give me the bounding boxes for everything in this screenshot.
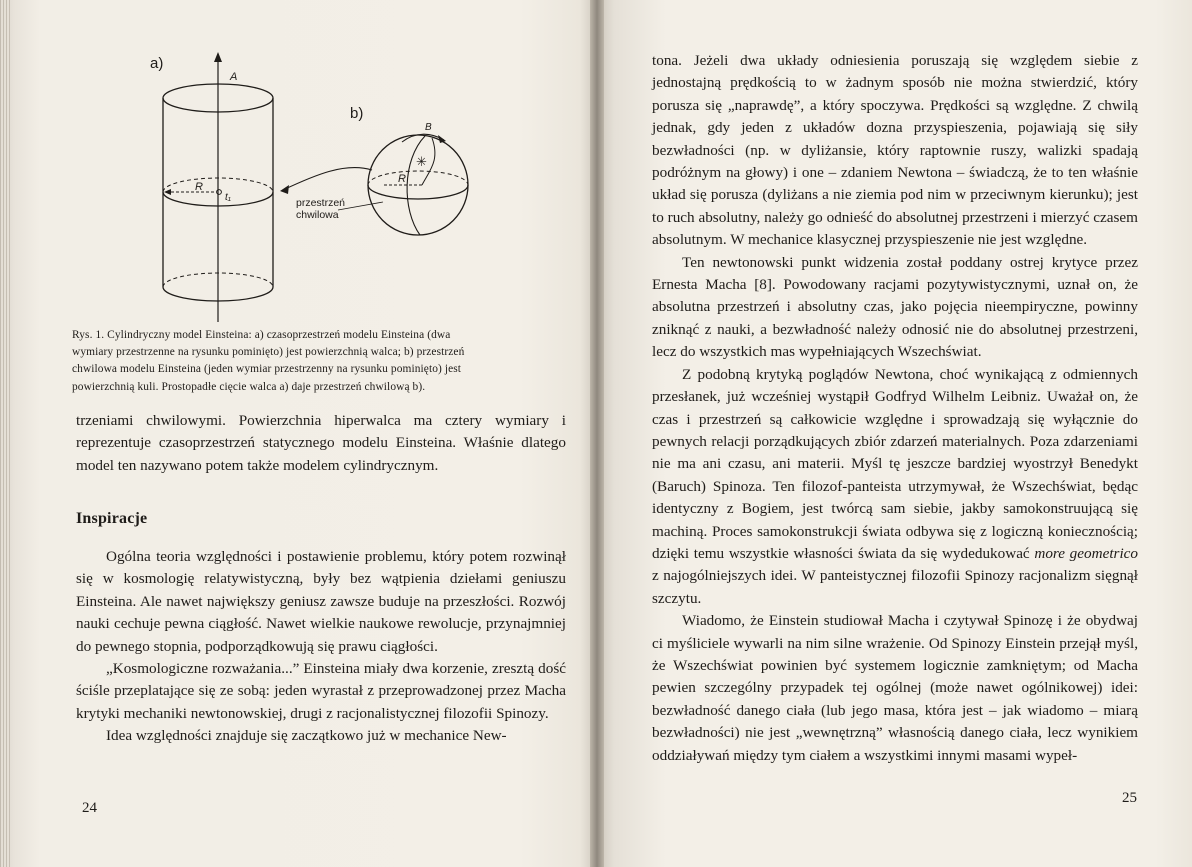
- label-b: b): [350, 105, 364, 122]
- radius-label-cylinder: R: [195, 181, 203, 193]
- radius-label-sphere: R: [398, 173, 406, 185]
- paragraph: Ten newtonowski punkt widzenia został poddany ostrej krytyce przez Ernesta Macha [8]. Powodowany racjami pozytywistycznymi, uznał on, że absolutna przestrzeń i absolutny czas, jako pojęcia nieempiryczne, powinny zniknąć z nauki, a bezwładność należy odnosić nie do absolutnej przestrzeni, lecz do wszystkich mas wypełniających Wszechświat.: [652, 253, 1138, 361]
- paragraph: tona. Jeżeli dwa układy odniesienia poruszają się względem siebie z jednostajną prędkością to w żadnym sposób nie można stwierdzić, który porusza się „naprawdę”, a który spoczywa. Prędkości są względne. Z chwilą jednak, gdy jeden z układów dozna przyspieszenia, pojawiają się siły bezwładności (np. w dyliżansie, który raptownie ruszy, walizki spadają podróżnym na głowy) i one – zdaniem Newtona – świadczą, że to ten właśnie układ się porusza (dyliżans a nie ziemia pod nim w przeciwnym kierunku); jest to ruch absolutny, należy go odnieść do absolutnej przestrzeni i mierzyć czasem absolutnym. W mechanice klasycznej przyspieszenie nie jest względne.: [652, 52, 1138, 249]
- book-gutter: [590, 0, 604, 867]
- connector-arrow: [283, 168, 372, 190]
- paragraph: Wiadomo, że Einstein studiował Macha i czytywał Spinozę i że obydwaj ci myśliciele wywarli na nim silne wrażenie. Od Spinozy Einstein przejął myśl, że Wszechświat powinien być systemem logicznie zamkniętym; od Macha pewien szczególny przypadek tej ogólnej (może nawet ogólnikowej) idei: bezwładność danego ciała (lub jego masa, która jest – jak wiadomo – miarą bezwładności) nie jest „wewnętrzną” własnością danego ciała, lecz wynikiem oddziaływań między tym ciałem a wszystkimi innymi masami wypeł-: [652, 612, 1138, 764]
- continued-paragraph-block: [76, 410, 566, 477]
- paragraph-continued: trzeniami chwilowymi. Powierzchnia hiperwalca ma cztery wymiary i reprezentuje czasoprzestrzeń statycznego modelu Einsteina. Właśnie dlatego model ten nazywano potem także modelem cylindrycznym.: [76, 412, 566, 474]
- figure-caption: [72, 327, 566, 396]
- center-point: [217, 190, 222, 195]
- latin-phrase: more geometrico: [1034, 544, 1138, 562]
- paragraph: Idea względności znajduje się zaczątkowo już w mechanice New-: [106, 727, 507, 745]
- sphere-outline: [368, 135, 468, 235]
- label-a: a): [150, 55, 164, 72]
- page-number-right: 25: [1122, 790, 1137, 806]
- point-label: B: [425, 122, 432, 133]
- caption-line: powierzchnią kuli. Prostopadłe cięcie walca a) daje przestrzeń chwilową b).: [72, 380, 426, 393]
- figure-diagram: [140, 50, 540, 330]
- paragraph-text: Z podobną krytyką poglądów Newtona, choć wynikającą z odmiennych przesłanek, już wcześniej wystąpił Godfryd Wilhelm Leibniz. Uważał on, że czas i przestrzeń są całkowicie względne i sprowadzają się wyłącznie do pewnych relacji porządkujących zbiór zdarzeń materialnych. Poza zdarzeniami nie ma ani czasu, ani materii. Myśl tę jeszcze bardziej wyostrzył Benedykt (Baruch) Spinoza. Ten filozof-panteista utrzymywał, że Wszechświat, będąc identyczny z Bogiem, jest twórcą sam siebie, jakby samokonstruującą się machiną. Proces samokonstrukcji świata odbywa się z logiczną koniecznością; dzięki temu wszystkie własności świata da się wydedukować: [652, 365, 1138, 562]
- axis-label: A: [230, 71, 238, 83]
- axis-arrow: [214, 52, 222, 62]
- caption-line: Rys. 1. Cylindryczny model Einsteina: a) czasoprzestrzeń modelu Einsteina (dwa: [72, 329, 451, 341]
- sphere-equator-back: [368, 171, 468, 185]
- sphere-equator-front: [368, 185, 468, 199]
- right-page-body: [652, 50, 1138, 767]
- caption-line: wymiary przestrzenne na rysunku pominięto) jest powierzchnią walca; b) przestrzeń: [72, 346, 465, 359]
- caption-line: chwilowa modelu Einsteina (jeden wymiar przestrzenny na rysunku pominięto) jest: [72, 363, 462, 376]
- paragraph: [652, 364, 1138, 610]
- section-body: [76, 546, 566, 748]
- annotation-line1: przestrzeń: [296, 197, 346, 209]
- paragraph: „Kosmologiczne rozważania...” Einsteina miały dwa korzenie, zresztą dość ściśle przeplatające się ze sobą: jeden wyrastał z przeprowadzonej przez Macha krytyki mechaniki newtonowskiej, drugi z racjonalistycznej filozofii Spinozy.: [76, 660, 566, 722]
- radius-arrow: [164, 189, 171, 195]
- annotation-line2: chwilowa: [296, 209, 339, 221]
- sphere-arc-arrowhead: [438, 135, 446, 143]
- paragraph: Ogólna teoria względności i postawienie problemu, który potem rozwinął się w kosmologię relatywistyczną, były bez wątpienia dziełami geniuszu Einsteina. Ale nawet największy geniusz zawsze buduje na przeszłości. Rozwój nauki cechuje pewna ciągłość. Nawet wielkie naukowe rewolucje, przynajmniej do pewnego stopnia, podporządkowują się prawu ciągłości.: [76, 548, 566, 655]
- page-number-left: 24: [82, 800, 97, 816]
- star-marker: ✳: [416, 154, 427, 169]
- page-edges: [0, 0, 10, 867]
- figure-einstein-model: [140, 50, 540, 330]
- paragraph-text: z najogólniejszych idei. W panteistycznej filozofii Spinozy racjonalizm sięgnął szczytu.: [652, 567, 1138, 607]
- connector-arrowhead: [280, 185, 289, 194]
- time-label: t₁: [225, 192, 231, 203]
- section-heading: Inspiracje: [76, 510, 148, 527]
- right-page: [596, 0, 1192, 867]
